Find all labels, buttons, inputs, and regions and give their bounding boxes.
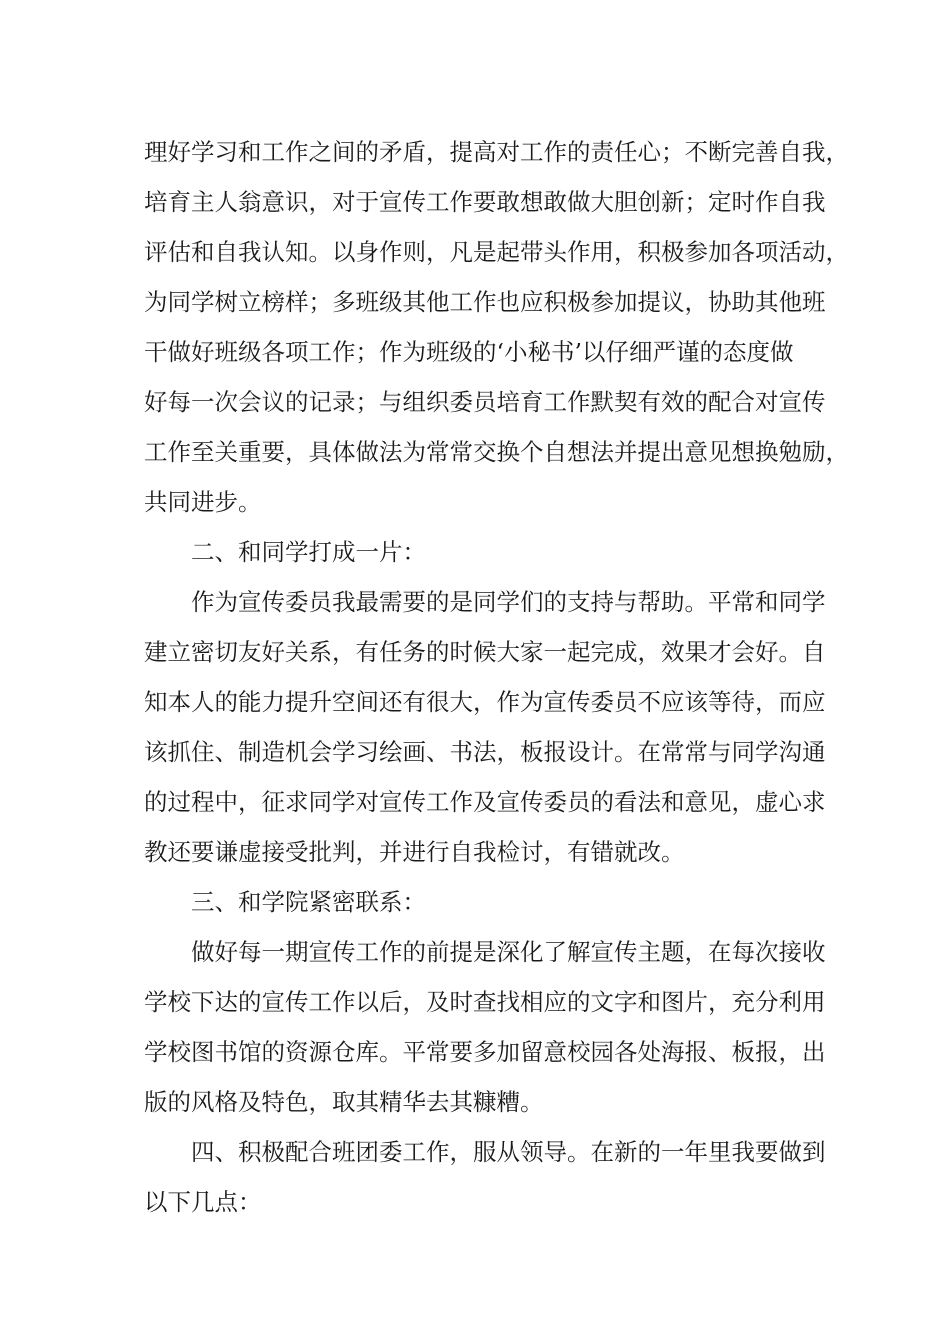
text-line: 共同进步。 — [144, 488, 262, 516]
text-line: 工作至关重要，具体做法为常常交换个自想法并提出意见想换勉励， — [144, 438, 849, 466]
paragraph — [144, 927, 826, 1127]
heading-text: 二、和同学打成一片： — [191, 538, 426, 566]
section-heading — [144, 527, 814, 577]
text-line: 为同学树立榜样；多班级其他工作也应积极参加提议，协助其他班 — [144, 288, 826, 316]
text-line: 学校下达的宣传工作以后，及时查找相应的文字和图片，充分利用 — [144, 988, 826, 1016]
text-line: 版的风格及特色，取其精华去其糠糟。 — [144, 1088, 544, 1116]
text-line: 建立密切友好关系，有任务的时候大家一起完成，效果才会好。自 — [144, 638, 826, 666]
text-line: 的过程中，征求同学对宣传工作及宣传委员的看法和意见，虚心求 — [144, 788, 826, 816]
text-line: 好每一次会议的记录；与组织委员培育工作默契有效的配合对宣传 — [144, 388, 826, 416]
text-line: 教还要谦虚接受批判，并进行自我检讨，有错就改。 — [144, 838, 685, 866]
paragraph-continued — [144, 127, 849, 527]
paragraph — [144, 1127, 826, 1227]
text-line: 做好每一期宣传工作的前提是深化了解宣传主题，在每次接收 — [191, 938, 826, 966]
text-line: 理好学习和工作之间的矛盾，提高对工作的责任心；不断完善自我， — [144, 138, 849, 166]
document-page — [144, 127, 849, 1227]
text-line: 以下几点： — [144, 1188, 262, 1216]
text-line: 干做好班级各项工作；作为班级的‘小秘书’以仔细严谨的态度做 — [144, 338, 794, 366]
section-heading — [144, 877, 814, 927]
text-line: 四、积极配合班团委工作，服从领导。在新的一年里我要做到 — [191, 1138, 826, 1166]
heading-text: 三、和学院紧密联系： — [191, 888, 426, 916]
text-line: 知本人的能力提升空间还有很大，作为宣传委员不应该等待，而应 — [144, 688, 826, 716]
text-line: 该抓住、制造机会学习绘画、书法，板报设计。在常常与同学沟通 — [144, 738, 826, 766]
paragraph — [144, 577, 826, 877]
text-line: 作为宣传委员我最需要的是同学们的支持与帮助。平常和同学 — [191, 588, 826, 616]
text-line: 评估和自我认知。以身作则，凡是起带头作用，积极参加各项活动， — [144, 238, 849, 266]
text-line: 学校图书馆的资源仓库。平常要多加留意校园各处海报、板报，出 — [144, 1038, 826, 1066]
text-line: 培育主人翁意识，对于宣传工作要敢想敢做大胆创新；定时作自我 — [144, 188, 826, 216]
